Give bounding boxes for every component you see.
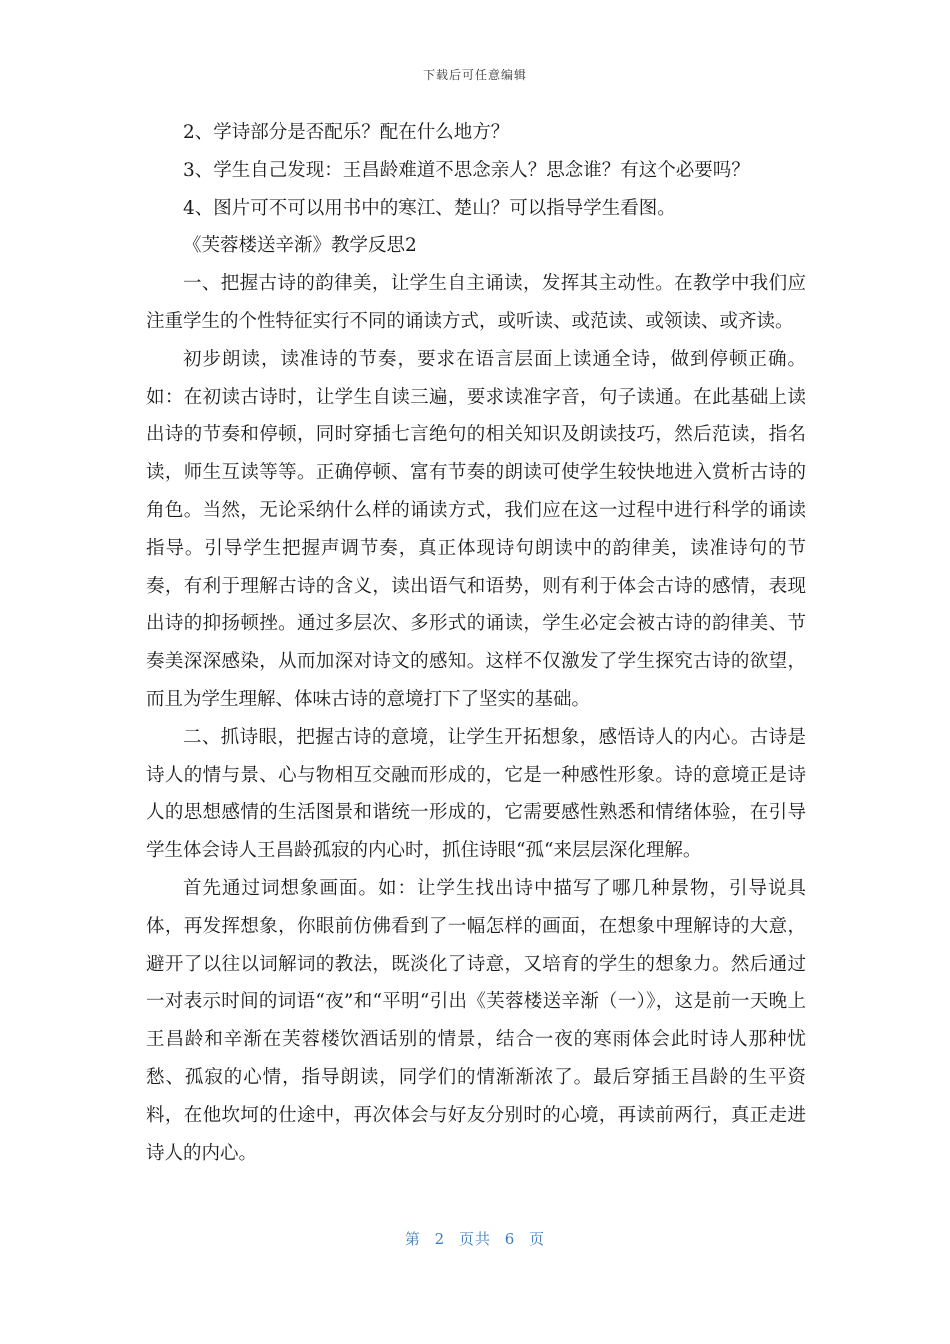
section-title: 《芙蓉楼送辛渐》教学反思2 (183, 235, 417, 257)
paragraph: 首先通过词想象画面。如：让学生找出诗中描写了哪几种景物，引导说具体，再发挥想象，你眼前仿佛看到了一幅怎样的画面，在想象中理解诗的大意，避开了以往以词解词的教法，既淡化了诗意，又培育的学生的想象力。然后通过一对表示时间的词语“夜”和“平明“引出《芙蓉楼送辛渐（一）》，这是前一天晚上王昌龄和辛渐在芙蓉楼饮酒话别的情景，结合一夜的寒雨体会此时诗人那种忧愁、孤寂的心情，指导朗读，同学们的情渐渐浓了。最后穿插王昌龄的生平资料，在他坎坷的仕途中，再次体会与好友分别时的心境，再读前两行，真正走进诗人的内心。 (146, 877, 806, 1164)
paragraph: 初步朗读，读准诗的节奏，要求在语言层面上读通全诗，做到停顿正确。如：在初读古诗时，让学生自读三遍，要求读准字音，句子读通。在此基础上读出诗的节奏和停顿，同时穿插七言绝句的相关知识及朗读技巧，然后范读，指名读，师生互读等等。正确停顿、富有节奏的朗读可使学生较快地进入赏析古诗的角色。当然，无论采纳什么样的诵读方式，我们应在这一过程中进行科学的诵读指导。引导学生把握声调节奏，真正体现诗句朗读中的韵律美，读准诗句的节奏，有利于理解古诗的含义，读出语气和语势，则有利于体会古诗的感情，表现出诗的抑扬顿挫。通过多层次、多形式的诵读，学生必定会被古诗的韵律美、节奏美深深感染，从而加深对诗文的感知。这样不仅激发了学生探究古诗的欲望，而且为学生理解、体味古诗的意境打下了坚实的基础。 (146, 348, 806, 710)
paragraph: 2、学诗部分是否配乐？配在什么地方？ (183, 122, 510, 143)
page-footer (0, 1228, 950, 1249)
total-pages-number: 6 (504, 1230, 516, 1248)
footer-page-label: 第 (404, 1230, 421, 1248)
paragraph: 4、图片可不可以用书中的寒江、楚山？可以指导学生看图。 (183, 197, 676, 219)
current-page-number: 2 (434, 1230, 446, 1248)
paragraph: 3、学生自己发现：王昌龄难道不思念亲人？思念谁？有这个必要吗？ (183, 159, 750, 181)
document-body (146, 114, 806, 1172)
page-header: 下载后可任意编辑 (422, 68, 527, 82)
footer-end-label: 页 (529, 1230, 546, 1248)
footer-of-label: 页共 (458, 1230, 491, 1248)
paragraph: 一、把握古诗的韵律美，让学生自主诵读，发挥其主动性。在教学中我们应注重学生的个性特征实行不同的诵读方式，或听读、或范读、或领读、或齐读。 (146, 273, 806, 332)
paragraph: 二、抓诗眼，把握古诗的意境，让学生开拓想象，感悟诗人的内心。古诗是诗人的情与景、心与物相互交融而形成的，它是一种感性形象。诗的意境正是诗人的思想感情的生活图景和谐统一形成的，它需要感性熟悉和情绪体验，在引导学生体会诗人王昌龄孤寂的内心时，抓住诗眼“孤“来层层深化理解。 (146, 726, 806, 862)
